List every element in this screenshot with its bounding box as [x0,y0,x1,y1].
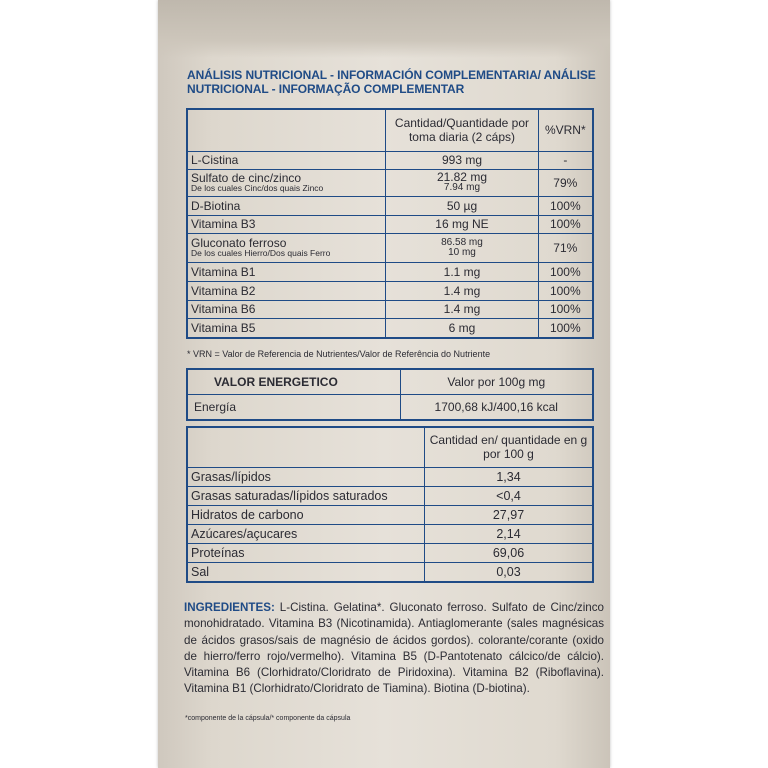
nutrient-header-quantity: Cantidad/Quantidade por toma diaria (2 cáps) [386,109,538,151]
nutrient-vrn: - [538,151,593,169]
nutrient-header-vrn: %VRN* [538,109,593,151]
table-row [187,467,593,486]
nutrient-vrn: 100% [538,281,593,300]
macro-name: Grasas saturadas/lípidos saturados [187,486,425,505]
nutrient-vrn: 100% [538,300,593,318]
macro-value: 2,14 [425,524,594,543]
nutrient-header-empty [187,109,386,151]
nutrient-name: Vitamina B2 [187,281,386,300]
nutrient-name: L-Cistina [187,151,386,169]
nutrient-value-cell [386,169,538,196]
macro-header-row [187,427,593,467]
nutrient-value: 1.4 mg [386,300,538,318]
macro-header-quantity: Cantidad en/ quantidade en g por 100 g [425,427,594,467]
energy-label: Energía [187,395,400,421]
macro-name: Hidratos de carbono [187,505,425,524]
nutrient-subname: De los cuales Cinc/dos quais Zinco [191,183,324,193]
nutrient-name: Vitamina B5 [187,318,386,338]
table-row [187,486,593,505]
energy-header-label: VALOR ENERGETICO [187,369,400,395]
energy-table [186,368,594,421]
energy-row [187,395,593,421]
macro-value: 69,06 [425,543,594,562]
macro-name: Sal [187,562,425,582]
table-row [187,318,593,338]
nutrient-subname: De los cuales Hierro/Dos quais Ferro [191,248,331,258]
table-row [187,151,593,169]
nutrient-name: Vitamina B6 [187,300,386,318]
ingredients-block [184,600,604,698]
macro-value: 27,97 [425,505,594,524]
table-row [187,562,593,582]
nutrient-vrn: 100% [538,215,593,233]
nutrient-subvalue: 7.94 mg [443,182,481,193]
table-row [187,169,593,196]
nutrient-value: 86.58 mg [441,236,483,248]
nutrient-name: Sulfato de cinc/zinco [191,171,302,185]
ingredients-text: L-Cistina. Gelatina*. Gluconato ferroso. Sulfato de Cinc/zinco monohidratado. Vitamina B3 (Nicotinamida). Antiaglomerante (sales magnésicas de ácidos grasos/sais de magnésio de ácidos gordos). colorante/corante (oxido de hierro/ferro rojo/vermelho). Vitamina B5 (D-Pantotenato cálcico/de cálcio). Vitamina B6 (Clorhidrato/Cloridrato de Piridoxina). Vitamina B2 (Riboflavina). Vitamina B1 (Clorhidrato/Cloridrato de Tiamina). Biotina (D-biotina). [184,601,604,696]
product-box-panel [158,0,610,768]
energy-header-row [187,369,593,395]
nutrient-name: Gluconato ferroso [191,236,287,250]
table-row [187,543,593,562]
nutrient-name-cell [187,233,386,262]
table-row [187,215,593,233]
nutrient-name: D-Biotina [187,196,386,215]
nutrient-vrn: 100% [538,262,593,281]
table-row [187,505,593,524]
nutrient-name: Vitamina B3 [187,215,386,233]
nutrient-value: 6 mg [386,318,538,338]
macro-name: Grasas/lípidos [187,467,425,486]
table-row [187,300,593,318]
nutrient-value-cell [386,233,538,262]
table-row [187,281,593,300]
nutrient-value: 1.1 mg [386,262,538,281]
nutrient-vrn: 79% [538,169,593,196]
vrn-footnote: * VRN = Valor de Referencia de Nutrientes/Valor de Referência do Nutriente [187,349,491,359]
nutrient-name: Vitamina B1 [187,262,386,281]
nutrient-value: 50 µg [386,196,538,215]
nutrient-header-row [187,109,593,151]
nutrition-title: ANÁLISIS NUTRICIONAL - INFORMACIÓN COMPLEMENTARIA/ ANÁLISE NUTRICIONAL - INFORMAÇÃO COMPLEMENTAR [187,68,596,96]
nutrient-name-cell [187,169,386,196]
nutrient-value: 21.82 mg [436,170,487,184]
macro-header-empty [187,427,425,467]
macro-value: <0,4 [425,486,594,505]
ingredients-footnote: *componente de la cápsula/* componente da cápsula [185,715,351,722]
table-row [187,233,593,262]
table-row [187,262,593,281]
nutrient-value: 1.4 mg [386,281,538,300]
ingredients-label: INGREDIENTES: [184,601,275,614]
energy-value: 1700,68 kJ/400,16 kcal [400,395,593,421]
macro-value: 0,03 [425,562,594,582]
nutrient-value: 16 mg NE [386,215,538,233]
macro-name: Proteínas [187,543,425,562]
nutrient-subvalue: 10 mg [448,246,476,258]
nutrient-vrn: 71% [538,233,593,262]
nutrient-vrn: 100% [538,196,593,215]
energy-header-value: Valor por 100g mg [400,369,593,395]
macro-value: 1,34 [425,467,594,486]
table-row [187,524,593,543]
table-row [187,196,593,215]
nutrient-table [186,108,594,339]
macro-name: Azúcares/açucares [187,524,425,543]
nutrient-vrn: 100% [538,318,593,338]
macro-table [186,426,594,583]
nutrient-value: 993 mg [386,151,538,169]
